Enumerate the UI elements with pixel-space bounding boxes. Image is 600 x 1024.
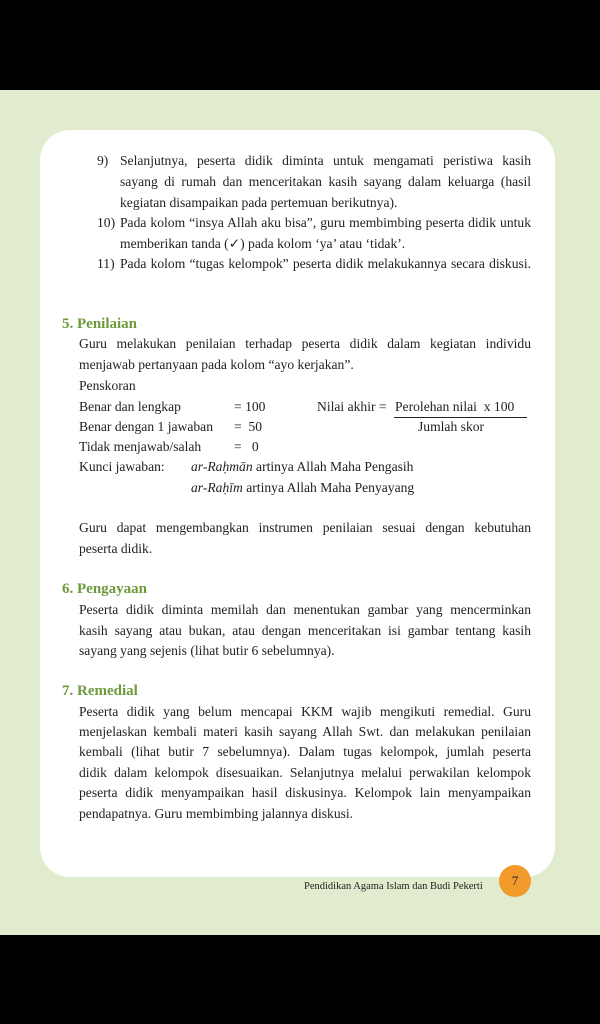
paragraph-line: didik dalam kelompok disesuaikan. Selanjutnya melalui perwakilan kelompok (79, 765, 531, 780)
step-line: memberikan tanda (✓) pada kolom ‘ya’ atau ‘tidak’. (120, 236, 406, 251)
paragraph-line: Guru melakukan penilaian terhadap peserta didik dalam kegiatan individu (79, 336, 531, 351)
step-number: 11) (97, 256, 115, 271)
paragraph-line: Guru dapat mengembangkan instrumen penilaian sesuai dengan kebutuhan (79, 520, 531, 535)
footer-book-title: Pendidikan Agama Islam dan Budi Pekerti (304, 881, 483, 892)
step-number: 9) (97, 153, 109, 168)
paragraph-line: sayang yang sejenis (lihat butir 6 sebelumnya). (79, 643, 335, 658)
paragraph-line: menjawab pertanyaan pada kolom “ayo kerjakan”. (79, 357, 354, 372)
penskoran-label: Penskoran (79, 378, 136, 393)
step-line: Selanjutnya, peserta didik diminta untuk mengamati peristiwa kasih (120, 153, 531, 168)
formula-numerator: Perolehan nilai x 100 (395, 399, 515, 414)
kunci-term: ar-Raḥmān (191, 459, 253, 474)
kunci-meaning: artinya Allah Maha Penyayang (242, 480, 415, 495)
step-line: kegiatan disampaikan pada pertemuan berikutnya). (120, 195, 398, 210)
kunci-item (191, 479, 414, 497)
step-number: 10) (97, 215, 116, 230)
score-label: Tidak menjawab/salah (79, 439, 202, 454)
score-label: Benar dengan 1 jawaban (79, 419, 213, 434)
paragraph-line: kasih sayang atau bukan, atau dengan menceritakan isi gambar tentang kasih (79, 623, 531, 638)
step-line: sayang di rumah dan menceritakan kasih sayang dalam keluarga (hasil (120, 174, 531, 189)
score-value: = 0 (234, 439, 259, 454)
score-label: Benar dan lengkap (79, 399, 181, 414)
paragraph-line: pendapatnya. Guru membimbing jalannya diskusi. (79, 806, 354, 821)
section-heading-penilaian: 5. Penilaian (62, 316, 138, 332)
paragraph-line: peserta didik menyampaikan hasil diskusinya. Kelompok lain menyampaikan (79, 785, 531, 800)
page-number-badge: 7 (499, 865, 531, 897)
paragraph-line: menjelaskan kembali materi kasih sayang Allah Swt. dan melakukan penilaian (79, 724, 531, 739)
paragraph-line: Peserta didik diminta memilah dan menentukan gambar yang mencerminkan (79, 602, 531, 617)
step-line: Pada kolom “tugas kelompok” peserta didik melakukannya secara diskusi. (120, 256, 531, 271)
section-heading-remedial: 7. Remedial (62, 683, 138, 699)
score-value: = 100 (234, 399, 266, 414)
kunci-item (191, 458, 413, 476)
step-line: Pada kolom “insya Allah aku bisa”, guru membimbing peserta didik untuk (120, 215, 531, 230)
score-value: = 50 (234, 419, 263, 434)
paragraph-line: peserta didik. (79, 541, 153, 556)
section-heading-pengayaan: 6. Pengayaan (62, 581, 148, 597)
kunci-term: ar-Raḥīm (191, 480, 243, 495)
paragraph-line: kembali (lihat butir 7 sebelumnya). Dalam tugas kelompok, jumlah peserta (79, 744, 531, 759)
formula-label: Nilai akhir = (317, 399, 387, 414)
kunci-label: Kunci jawaban: (79, 459, 165, 474)
kunci-meaning: artinya Allah Maha Pengasih (252, 459, 414, 474)
paragraph-line: Peserta didik yang belum mencapai KKM wajib mengikuti remedial. Guru (79, 704, 531, 719)
formula-denominator: Jumlah skor (418, 419, 485, 434)
